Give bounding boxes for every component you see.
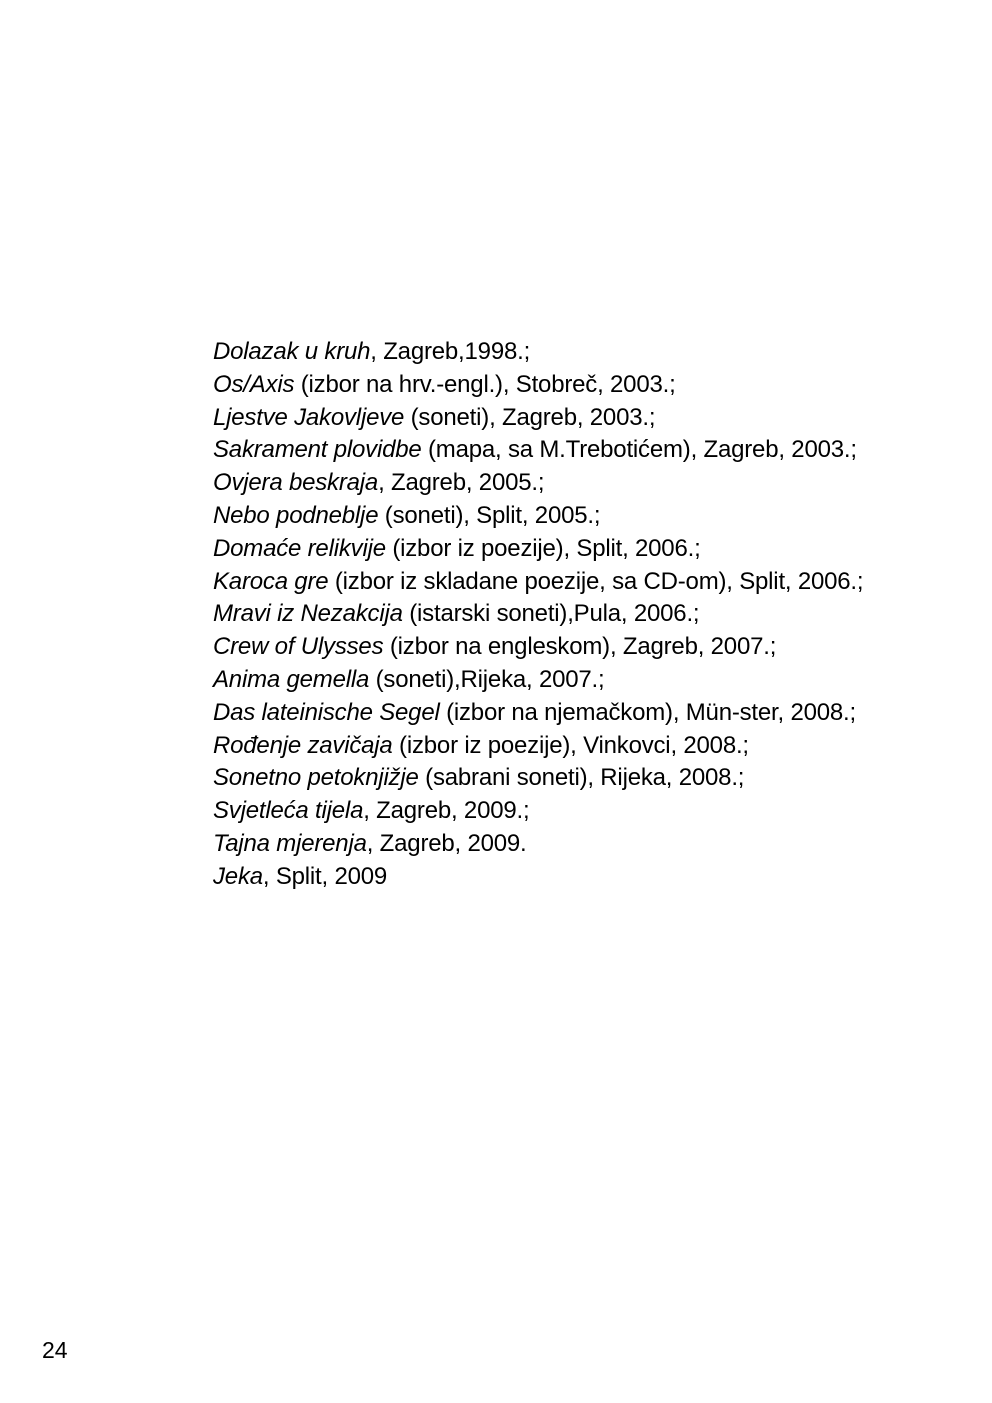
bibliography-entry — [213, 664, 873, 697]
entry-details: , Zagreb, 2009.; — [363, 797, 530, 825]
entry-details: (izbor iz poezije), Split, 2006.; — [385, 534, 701, 562]
entry-title: Ovjera beskraja — [213, 469, 379, 497]
entry-title: Crew of Ulysses — [213, 633, 384, 661]
entry-title: Karoca gre — [213, 567, 329, 595]
bibliography-entry — [213, 402, 873, 435]
entry-details: (izbor iz skladane poezije, sa CD-om), Split, 2006.; — [328, 567, 864, 595]
entry-details: (istarski soneti),Pula, 2006.; — [402, 600, 700, 628]
bibliography-entry — [213, 795, 873, 828]
bibliography-entry — [213, 762, 873, 795]
entry-title: Sakrament plovidbe — [213, 436, 422, 464]
entry-details: (soneti), Split, 2005.; — [378, 501, 601, 529]
entry-details: (izbor na engleskom), Zagreb, 2007.; — [383, 633, 777, 661]
entry-details: , Zagreb, 2009. — [366, 829, 527, 857]
entry-details: (izbor na njemačkom), Mün-ster, 2008.; — [439, 698, 856, 726]
entry-title: Rođenje zavičaja — [213, 731, 393, 759]
entry-title: Jeka — [213, 862, 263, 890]
bibliography-entry — [213, 369, 873, 402]
bibliography-entry — [213, 861, 873, 894]
entry-title: Ljestve Jakovljeve — [213, 403, 405, 431]
bibliography-entry — [213, 697, 873, 730]
bibliography-entry — [213, 566, 873, 599]
bibliography-entry — [213, 434, 873, 467]
bibliography-entry — [213, 631, 873, 664]
bibliography-entry — [213, 500, 873, 533]
entry-title: Sonetno petoknjižje — [213, 764, 419, 792]
entry-details: , Zagreb, 2005.; — [378, 469, 545, 497]
entry-title: Anima gemella — [213, 665, 370, 693]
entry-details: , Split, 2009 — [262, 862, 388, 890]
entry-title: Os/Axis — [213, 370, 295, 398]
entry-title: Mravi iz Nezakcija — [213, 600, 403, 628]
entry-details: , Zagreb,1998.; — [370, 338, 531, 365]
bibliography-entry — [213, 467, 873, 500]
entry-title: Tajna mjerenja — [213, 829, 367, 857]
bibliography-entry — [213, 533, 873, 566]
bibliography-list — [213, 336, 873, 894]
entry-title: Dolazak u kruh — [213, 338, 371, 365]
bibliography-entry — [213, 336, 873, 369]
entry-details: (mapa, sa M.Trebotićem), Zagreb, 2003.; — [421, 436, 857, 464]
entry-details: (soneti),Rijeka, 2007.; — [369, 665, 605, 693]
entry-title: Domaće relikvije — [213, 534, 386, 562]
entry-title: Das lateinische Segel — [213, 698, 440, 726]
entry-details: (izbor na hrv.-engl.), Stobreč, 2003.; — [294, 370, 676, 398]
entry-details: (sabrani soneti), Rijeka, 2008.; — [418, 764, 745, 792]
page-number: 24 — [42, 1337, 68, 1363]
entry-title: Svjetleća tijela — [213, 797, 364, 825]
bibliography-entry — [213, 598, 873, 631]
bibliography-entry — [213, 828, 873, 861]
entry-title: Nebo podneblje — [213, 501, 379, 529]
entry-details: (soneti), Zagreb, 2003.; — [404, 403, 656, 431]
bibliography-entry — [213, 730, 873, 763]
entry-details: (izbor iz poezije), Vinkovci, 2008.; — [392, 731, 749, 759]
